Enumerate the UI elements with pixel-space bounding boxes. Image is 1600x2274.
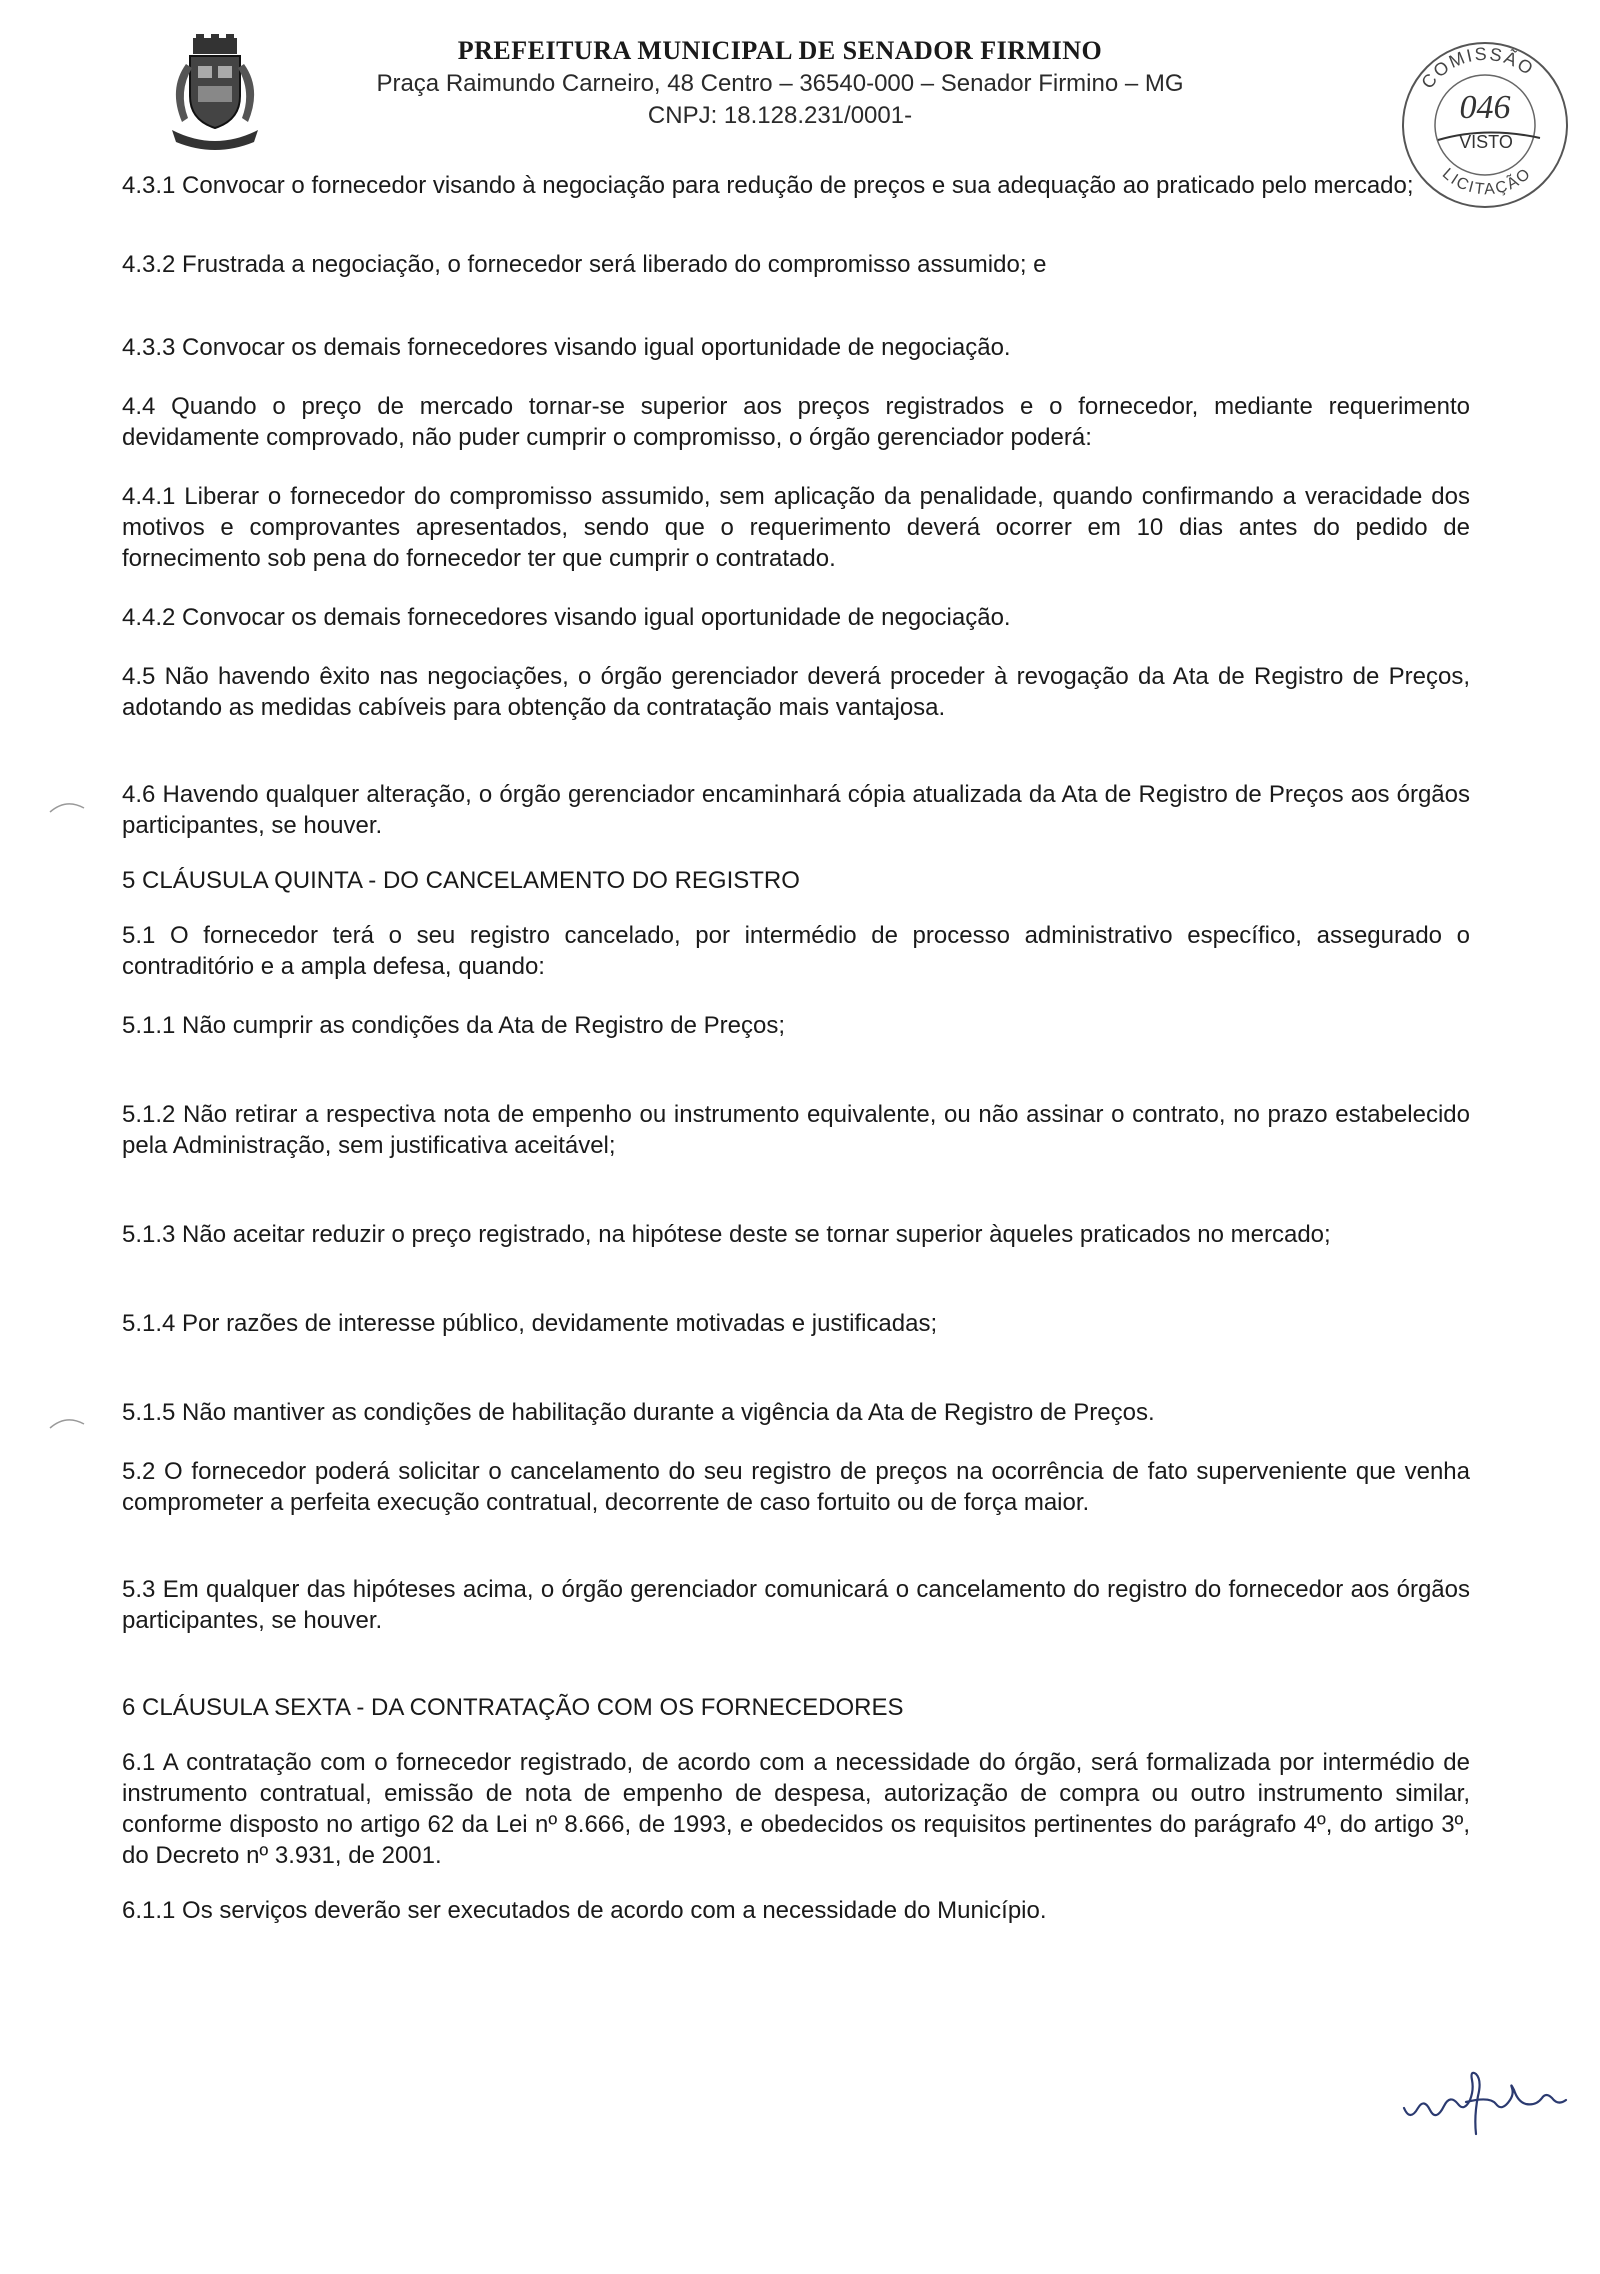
margin-mark-top	[48, 796, 88, 816]
stamp-visto: VISTO	[1459, 132, 1513, 152]
clause-5-1-5: 5.1.5 Não mantiver as condições de habilitação durante a vigência da Ata de Registro de Preços.	[122, 1399, 1155, 1426]
clause-4-3-1: 4.3.1 Convocar o fornecedor visando à negociação para redução de preços e sua adequação ao praticado pelo mercado;	[122, 172, 1414, 199]
stamp-number: 046	[1459, 89, 1511, 126]
clause-4-6: 4.6 Havendo qualquer alteração, o órgão gerenciador encaminhará cópia atualizada da Ata de Registro de Preços aos órgãos participantes, se houver.	[122, 781, 1470, 839]
stamp-top-text: COMISSÃO	[1417, 43, 1539, 93]
clause-5-3: 5.3 Em qualquer das hipóteses acima, o órgão gerenciador comunicará o cancelamento do registro do fornecedor aos órgãos participantes, se houver.	[122, 1576, 1470, 1634]
clause-5-1-1: 5.1.1 Não cumprir as condições da Ata de Registro de Preços;	[122, 1012, 786, 1039]
clause-4-4: 4.4 Quando o preço de mercado tornar-se superior aos preços registrados e o fornecedor, mediante requerimento devidamente comprovado, não puder cumprir o compromisso, o órgão gerenciador poderá:	[122, 393, 1470, 451]
org-address: Praça Raimundo Carneiro, 48 Centro – 36540-000 – Senador Firmino – MG	[376, 70, 1184, 97]
clause-4-4-2: 4.4.2 Convocar os demais fornecedores visando igual oportunidade de negociação.	[122, 604, 1011, 631]
clause-5-1: 5.1 O fornecedor terá o seu registro cancelado, por intermédio de processo administrativo específico, assegurado o contraditório e a ampla defesa, quando:	[122, 922, 1470, 980]
signature-icon	[1400, 2060, 1570, 2140]
clause-6-1: 6.1 A contratação com o fornecedor registrado, de acordo com a necessidade do órgão, será formalizada por intermédio de instrumento contratual, emissão de nota de empenho de despesa, autorização de compra ou outro instrumento similar, conforme disposto no artigo 62 da Lei nº 8.666, de 1993, e obedecidos os requisitos pertinentes do parágrafo 4º, do artigo 3º, do Decreto nº 3.931, de 2001.	[122, 1749, 1470, 1869]
clause-5-1-4: 5.1.4 Por razões de interesse público, devidamente motivadas e justificadas;	[122, 1310, 938, 1337]
clause-4-3-2: 4.3.2 Frustrada a negociação, o fornecedor será liberado do compromisso assumido; e	[122, 251, 1047, 278]
margin-mark-bottom	[48, 1412, 88, 1432]
clause-4-5: 4.5 Não havendo êxito nas negociações, o órgão gerenciador deverá proceder à revogação da Ata de Registro de Preços, adotando as medidas cabíveis para obtenção da contratação mais vantajosa.	[122, 663, 1470, 721]
letterhead	[160, 30, 1300, 160]
clause-4-3-3: 4.3.3 Convocar os demais fornecedores visando igual oportunidade de negociação.	[122, 334, 1011, 361]
clause-5-heading: 5 CLÁUSULA QUINTA - DO CANCELAMENTO DO REGISTRO	[122, 867, 800, 894]
clause-6-1-1: 6.1.1 Os serviços deverão ser executados de acordo com a necessidade do Município.	[122, 1897, 1047, 1924]
municipal-crest-icon	[160, 34, 270, 154]
document-body	[122, 170, 1470, 1926]
clause-6-heading: 6 CLÁUSULA SEXTA - DA CONTRATAÇÃO COM OS FORNECEDORES	[122, 1694, 904, 1721]
clause-5-2: 5.2 O fornecedor poderá solicitar o cancelamento do seu registro de preços na ocorrência de fato superveniente que venha comprometer a perfeita execução contratual, decorrente de caso fortuito ou de força maior.	[122, 1458, 1470, 1516]
org-cnpj: CNPJ: 18.128.231/0001-	[647, 102, 913, 129]
clause-4-4-1: 4.4.1 Liberar o fornecedor do compromisso assumido, sem aplicação da penalidade, quando confirmando a veracidade dos motivos e comprovantes apresentados, sendo que o requerimento deverá ocorrer em 10 dias antes do pedido de fornecimento sob pena do fornecedor ter que cumprir o contratado.	[122, 483, 1470, 572]
clause-5-1-3: 5.1.3 Não aceitar reduzir o preço registrado, na hipótese deste se tornar superior àqueles praticados no mercado;	[122, 1221, 1331, 1248]
clause-5-1-2: 5.1.2 Não retirar a respectiva nota de empenho ou instrumento equivalente, ou não assinar o contrato, no prazo estabelecido pela Administração, sem justificativa aceitável;	[122, 1101, 1470, 1159]
stamp-bottom-text: LICITAÇÃO	[1438, 164, 1536, 199]
org-name: PREFEITURA MUNICIPAL DE SENADOR FIRMINO	[457, 36, 1103, 65]
